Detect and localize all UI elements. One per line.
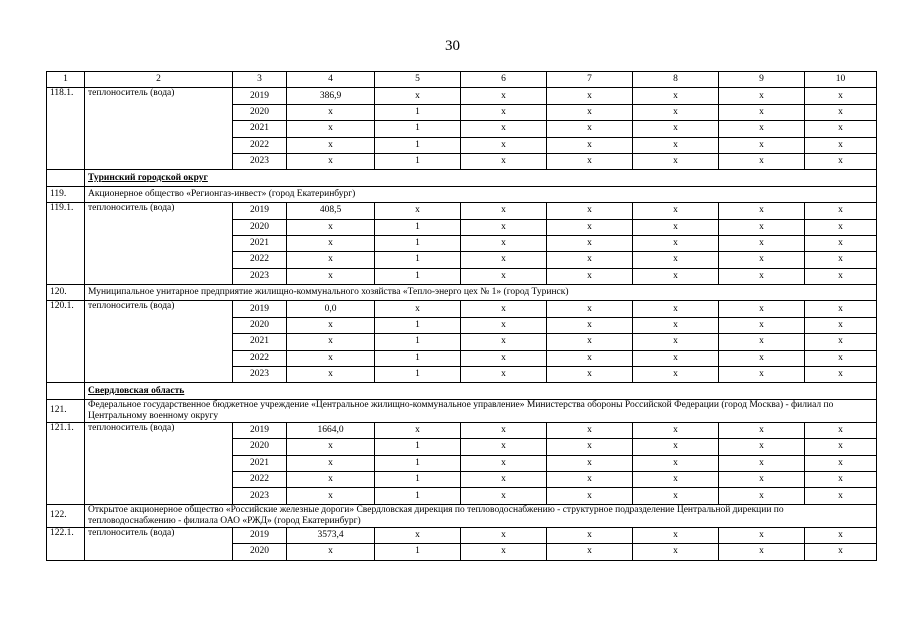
column-number: 2	[85, 72, 233, 88]
value-cell: x	[461, 268, 547, 284]
year-cell: 2019	[233, 203, 287, 219]
organization-row	[47, 285, 877, 301]
organization-name: Акционерное общество «Регионгаз-инвест» (город Екатеринбург)	[85, 186, 877, 202]
value-cell: x	[719, 439, 805, 455]
row-number: 118.1.	[47, 88, 85, 170]
year-cell: 2020	[233, 439, 287, 455]
value-cell: x	[547, 471, 633, 487]
value-cell: 386,9	[287, 88, 375, 104]
value-cell: x	[287, 488, 375, 504]
value-cell: x	[375, 527, 461, 543]
organization-name: Открытое акционерное общество «Российские железные дороги» Свердловская дирекция по тепловодоснабжению - структурное подразделение Центральной дирекции по тепловодоснабжению - филиала ОАО «РЖД» (город Екатеринбург)	[85, 504, 877, 527]
table-row	[47, 203, 877, 219]
value-cell: x	[287, 367, 375, 383]
value-cell: x	[461, 301, 547, 317]
value-cell: x	[633, 544, 719, 560]
value-cell: x	[805, 88, 877, 104]
row-number: 122.	[47, 504, 85, 527]
value-cell: x	[547, 268, 633, 284]
value-cell: x	[547, 104, 633, 120]
value-cell: x	[547, 203, 633, 219]
value-cell: x	[287, 455, 375, 471]
value-cell: x	[287, 219, 375, 235]
value-cell: 1	[375, 121, 461, 137]
value-cell: x	[547, 317, 633, 333]
row-number: 119.1.	[47, 203, 85, 285]
value-cell: x	[375, 301, 461, 317]
value-cell: 408,5	[287, 203, 375, 219]
year-cell: 2023	[233, 367, 287, 383]
value-cell: x	[547, 88, 633, 104]
value-cell: 1	[375, 219, 461, 235]
resource-label: теплоноситель (вода)	[85, 203, 233, 285]
value-cell: 1664,0	[287, 422, 375, 438]
value-cell: x	[719, 488, 805, 504]
value-cell: x	[287, 471, 375, 487]
resource-label: теплоноситель (вода)	[85, 88, 233, 170]
data-table	[46, 71, 877, 561]
value-cell: x	[461, 104, 547, 120]
value-cell: x	[633, 488, 719, 504]
value-cell: x	[719, 252, 805, 268]
value-cell: x	[287, 252, 375, 268]
value-cell: x	[461, 121, 547, 137]
empty-cell	[47, 383, 85, 399]
value-cell: x	[287, 268, 375, 284]
year-cell: 2021	[233, 455, 287, 471]
value-cell: 0,0	[287, 301, 375, 317]
value-cell: x	[719, 88, 805, 104]
value-cell: x	[719, 153, 805, 169]
value-cell: x	[719, 137, 805, 153]
value-cell: x	[719, 268, 805, 284]
column-number: 9	[719, 72, 805, 88]
value-cell: x	[719, 471, 805, 487]
value-cell: x	[461, 471, 547, 487]
resource-label: теплоноситель (вода)	[85, 422, 233, 504]
value-cell: x	[633, 334, 719, 350]
value-cell: 1	[375, 367, 461, 383]
empty-cell	[47, 170, 85, 186]
value-cell: x	[719, 544, 805, 560]
value-cell: 1	[375, 137, 461, 153]
value-cell: x	[547, 334, 633, 350]
table-row	[47, 527, 877, 543]
value-cell: 1	[375, 104, 461, 120]
year-cell: 2022	[233, 252, 287, 268]
value-cell: x	[805, 317, 877, 333]
year-cell: 2023	[233, 488, 287, 504]
value-cell: x	[805, 544, 877, 560]
value-cell: x	[461, 527, 547, 543]
value-cell: x	[719, 367, 805, 383]
value-cell: x	[461, 88, 547, 104]
year-cell: 2019	[233, 301, 287, 317]
table-row	[47, 88, 877, 104]
value-cell: x	[633, 235, 719, 251]
value-cell: x	[287, 317, 375, 333]
value-cell: x	[547, 350, 633, 366]
value-cell: x	[461, 219, 547, 235]
value-cell: x	[547, 488, 633, 504]
column-number: 10	[805, 72, 877, 88]
value-cell: x	[547, 455, 633, 471]
value-cell: x	[805, 488, 877, 504]
column-number: 7	[547, 72, 633, 88]
value-cell: x	[633, 367, 719, 383]
value-cell: x	[461, 317, 547, 333]
value-cell: x	[805, 455, 877, 471]
value-cell: 1	[375, 235, 461, 251]
value-cell: x	[719, 527, 805, 543]
value-cell: x	[461, 350, 547, 366]
section-heading: Свердловская область	[85, 383, 877, 399]
value-cell: x	[547, 219, 633, 235]
value-cell: x	[805, 471, 877, 487]
value-cell: x	[719, 422, 805, 438]
value-cell: x	[547, 439, 633, 455]
value-cell: x	[461, 367, 547, 383]
value-cell: x	[287, 104, 375, 120]
value-cell: x	[805, 104, 877, 120]
value-cell: x	[633, 137, 719, 153]
table-row	[47, 422, 877, 438]
year-cell: 2019	[233, 527, 287, 543]
value-cell: x	[547, 544, 633, 560]
value-cell: x	[805, 203, 877, 219]
section-heading-row	[47, 383, 877, 399]
value-cell: 1	[375, 471, 461, 487]
value-cell: x	[461, 544, 547, 560]
value-cell: x	[461, 235, 547, 251]
value-cell: x	[633, 219, 719, 235]
value-cell: x	[547, 235, 633, 251]
value-cell: x	[719, 235, 805, 251]
year-cell: 2021	[233, 235, 287, 251]
value-cell: x	[547, 422, 633, 438]
value-cell: x	[805, 422, 877, 438]
value-cell: x	[547, 252, 633, 268]
value-cell: 1	[375, 455, 461, 471]
year-cell: 2022	[233, 350, 287, 366]
value-cell: x	[633, 104, 719, 120]
value-cell: x	[633, 422, 719, 438]
value-cell: x	[287, 153, 375, 169]
row-number: 121.1.	[47, 422, 85, 504]
value-cell: x	[719, 219, 805, 235]
value-cell: x	[633, 203, 719, 219]
year-cell: 2020	[233, 544, 287, 560]
value-cell: x	[805, 252, 877, 268]
value-cell: x	[633, 268, 719, 284]
value-cell: x	[719, 301, 805, 317]
row-number: 120.1.	[47, 301, 85, 383]
value-cell: x	[805, 137, 877, 153]
value-cell: x	[805, 219, 877, 235]
value-cell: x	[547, 153, 633, 169]
value-cell: x	[461, 422, 547, 438]
column-number: 4	[287, 72, 375, 88]
value-cell: x	[287, 350, 375, 366]
value-cell: 1	[375, 334, 461, 350]
value-cell: x	[287, 439, 375, 455]
value-cell: x	[633, 455, 719, 471]
value-cell: x	[461, 153, 547, 169]
row-number: 120.	[47, 285, 85, 301]
value-cell: x	[719, 455, 805, 471]
value-cell: x	[633, 471, 719, 487]
value-cell: x	[719, 104, 805, 120]
column-number: 1	[47, 72, 85, 88]
column-number: 8	[633, 72, 719, 88]
value-cell: 1	[375, 488, 461, 504]
year-cell: 2023	[233, 268, 287, 284]
value-cell: x	[805, 121, 877, 137]
value-cell: x	[805, 268, 877, 284]
value-cell: x	[461, 488, 547, 504]
value-cell: x	[633, 252, 719, 268]
value-cell: x	[805, 235, 877, 251]
value-cell: x	[719, 350, 805, 366]
row-number: 121.	[47, 399, 85, 422]
value-cell: x	[805, 527, 877, 543]
value-cell: x	[719, 203, 805, 219]
value-cell: x	[287, 334, 375, 350]
value-cell: x	[719, 334, 805, 350]
value-cell: x	[633, 121, 719, 137]
header-row	[47, 72, 877, 88]
value-cell: x	[461, 203, 547, 219]
value-cell: x	[633, 317, 719, 333]
organization-name: Федеральное государственное бюджетное учреждение «Центральное жилищно-коммунальное управление» Министерства обороны Российской Федерации (город Москва) - филиал по Центральному военному округу	[85, 399, 877, 422]
value-cell: x	[805, 367, 877, 383]
value-cell: 1	[375, 544, 461, 560]
year-cell: 2020	[233, 104, 287, 120]
page-number: 30	[445, 38, 460, 54]
value-cell: x	[547, 137, 633, 153]
resource-label: теплоноситель (вода)	[85, 301, 233, 383]
section-heading: Туринский городской округ	[85, 170, 877, 186]
value-cell: x	[375, 203, 461, 219]
value-cell: x	[461, 455, 547, 471]
value-cell: 1	[375, 317, 461, 333]
value-cell: x	[805, 334, 877, 350]
organization-row	[47, 504, 877, 527]
value-cell: x	[805, 350, 877, 366]
resource-label: теплоноситель (вода)	[85, 527, 233, 560]
section-heading-row	[47, 170, 877, 186]
organization-row	[47, 186, 877, 202]
value-cell: x	[719, 121, 805, 137]
value-cell: 1	[375, 268, 461, 284]
year-cell: 2019	[233, 422, 287, 438]
column-number: 3	[233, 72, 287, 88]
value-cell: x	[633, 439, 719, 455]
column-number: 6	[461, 72, 547, 88]
value-cell: x	[633, 88, 719, 104]
year-cell: 2020	[233, 219, 287, 235]
value-cell: x	[287, 121, 375, 137]
value-cell: 1	[375, 439, 461, 455]
value-cell: x	[633, 153, 719, 169]
column-number: 5	[375, 72, 461, 88]
organization-row	[47, 399, 877, 422]
value-cell: x	[375, 88, 461, 104]
value-cell: x	[287, 137, 375, 153]
value-cell: x	[287, 235, 375, 251]
value-cell: x	[461, 252, 547, 268]
organization-name: Муниципальное унитарное предприятие жилищно-коммунального хозяйства «Тепло-энерго цех № 1» (город Туринск)	[85, 285, 877, 301]
year-cell: 2022	[233, 471, 287, 487]
value-cell: x	[633, 527, 719, 543]
value-cell: x	[805, 153, 877, 169]
year-cell: 2022	[233, 137, 287, 153]
value-cell: x	[633, 301, 719, 317]
year-cell: 2021	[233, 121, 287, 137]
value-cell: x	[805, 301, 877, 317]
value-cell: x	[547, 121, 633, 137]
value-cell: x	[461, 137, 547, 153]
value-cell: x	[461, 334, 547, 350]
value-cell: 1	[375, 252, 461, 268]
value-cell: x	[547, 301, 633, 317]
year-cell: 2021	[233, 334, 287, 350]
year-cell: 2019	[233, 88, 287, 104]
table-row	[47, 301, 877, 317]
value-cell: 1	[375, 350, 461, 366]
value-cell: x	[375, 422, 461, 438]
value-cell: x	[461, 439, 547, 455]
value-cell: x	[805, 439, 877, 455]
value-cell: x	[719, 317, 805, 333]
row-number: 122.1.	[47, 527, 85, 560]
value-cell: x	[287, 544, 375, 560]
year-cell: 2023	[233, 153, 287, 169]
year-cell: 2020	[233, 317, 287, 333]
value-cell: 3573,4	[287, 527, 375, 543]
value-cell: x	[633, 350, 719, 366]
value-cell: x	[547, 527, 633, 543]
value-cell: x	[547, 367, 633, 383]
value-cell: 1	[375, 153, 461, 169]
row-number: 119.	[47, 186, 85, 202]
